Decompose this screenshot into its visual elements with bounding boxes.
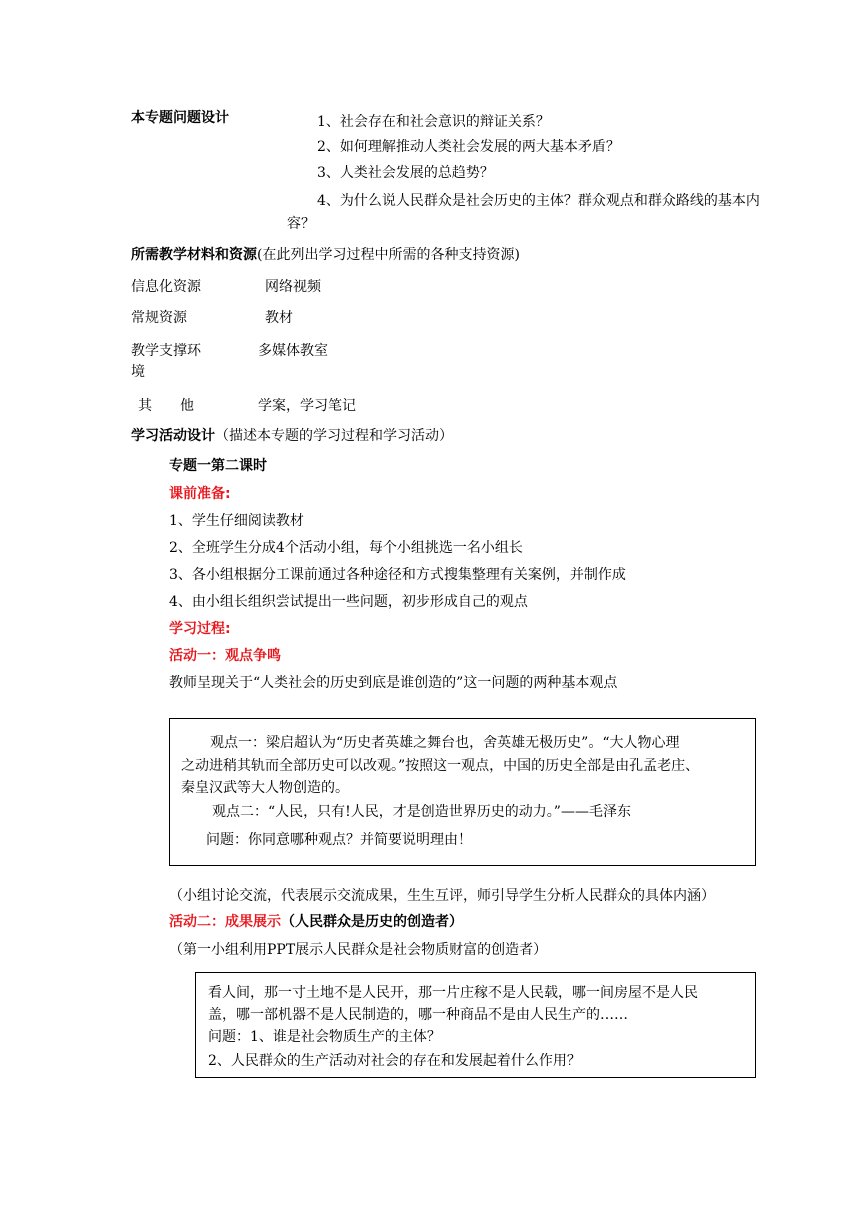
viewpoint-1-line-1: 观点一：梁启超认为“历史者英雄之舞台也，舍英雄无极历史”。“大人物心理 bbox=[210, 735, 680, 751]
box2-line-1: 看人间，那一寸土地不是人民开，那一片庄稼不是人民载，哪一间房屋不是人民 bbox=[208, 985, 698, 1001]
prep-item-4: 4、由小组长组织尝试提出一些问题，初步形成自己的观点 bbox=[169, 594, 528, 610]
prep-item-2: 2、全班学生分成4个活动小组，每个小组挑选一名小组长 bbox=[169, 540, 523, 556]
question-1: 1、社会存在和社会意识的辩证关系？ bbox=[317, 114, 550, 130]
prep-item-1: 1、学生仔细阅读教材 bbox=[169, 513, 304, 529]
activity-heading: 学习活动设计 bbox=[131, 428, 215, 444]
box2-line-2: 盖，哪一部机器不是人民制造的，哪一种商品不是由人民生产的…… bbox=[208, 1007, 628, 1023]
material-label-support-wrap: 境 bbox=[131, 364, 145, 380]
activity-note: （描述本专题的学习过程和学习活动） bbox=[215, 428, 453, 444]
material-value-regular: 教材 bbox=[265, 310, 293, 326]
material-value-info: 网络视频 bbox=[265, 279, 321, 295]
material-value-other: 学案，学习笔记 bbox=[258, 398, 356, 414]
prep-item-3: 3、各小组根据分工课前通过各种途径和方式搜集整理有关案例，并制作成 bbox=[169, 567, 626, 583]
question-3: 3、人类社会发展的总趋势？ bbox=[317, 165, 494, 181]
box2-question-1: 问题：1、谁是社会物质生产的主体？ bbox=[208, 1029, 441, 1045]
discussion-note: （小组讨论交流，代表展示交流成果，生生互评，师引导学生分析人民群众的具体内涵） bbox=[169, 888, 715, 904]
box2-question-2: 2、人民群众的生产活动对社会的存在和发展起着什么作用？ bbox=[208, 1053, 581, 1069]
act2-title: 活动二：成果展示 bbox=[169, 914, 281, 930]
act2-line bbox=[169, 912, 463, 932]
viewpoints-box bbox=[169, 718, 756, 866]
material-label-regular: 常规资源 bbox=[131, 310, 187, 326]
viewpoint-2: 观点二：“人民，只有!人民，才是创造世界历史的动力。”——毛泽东 bbox=[212, 804, 631, 820]
question-4: 4、为什么说人民群众是社会历史的主体？群众观点和群众路线的基本内 bbox=[317, 193, 760, 209]
material-value-support: 多媒体教室 bbox=[258, 343, 328, 359]
material-label-support: 教学支撑环 bbox=[131, 343, 201, 359]
question-4-wrap: 容？ bbox=[287, 216, 315, 232]
question-2: 2、如何理解推动人类社会发展的两大基本矛盾？ bbox=[317, 139, 620, 155]
act2-subtitle: （人民群众是历史的创造者） bbox=[281, 914, 463, 930]
act2-note: （第一小组利用PPT展示人民群众是社会物质财富的创造者） bbox=[169, 942, 548, 958]
viewpoint-1-line-3: 秦皇汉武等大人物创造的。 bbox=[181, 780, 349, 796]
materials-line bbox=[131, 245, 520, 265]
act1-intro: 教师呈现关于“人类社会的历史到底是谁创造的”这一问题的两种基本观点 bbox=[169, 675, 618, 691]
process-title: 学习过程: bbox=[169, 621, 231, 637]
material-label-info: 信息化资源 bbox=[131, 279, 201, 295]
activity-line bbox=[131, 426, 453, 446]
lesson-title: 专题一第二课时 bbox=[169, 458, 267, 474]
act1-title: 活动一：观点争鸣 bbox=[169, 648, 281, 664]
material-label-other: 其 他 bbox=[138, 398, 194, 414]
box1-question: 问题：你同意哪种观点？并简要说明理由！ bbox=[206, 832, 472, 848]
materials-note: (在此列出学习过程中所需的各种支持资源) bbox=[257, 247, 520, 263]
viewpoint-1-line-2: 之动进稍其轨而全部历史可以改观。”按照这一观点，中国的历史全部是由孔孟老庄、 bbox=[181, 758, 700, 774]
materials-heading: 所需教学材料和资源 bbox=[131, 247, 257, 263]
prep-title: 课前准备: bbox=[169, 486, 231, 502]
creators-box bbox=[195, 972, 756, 1078]
design-heading: 本专题问题设计 bbox=[131, 110, 229, 126]
